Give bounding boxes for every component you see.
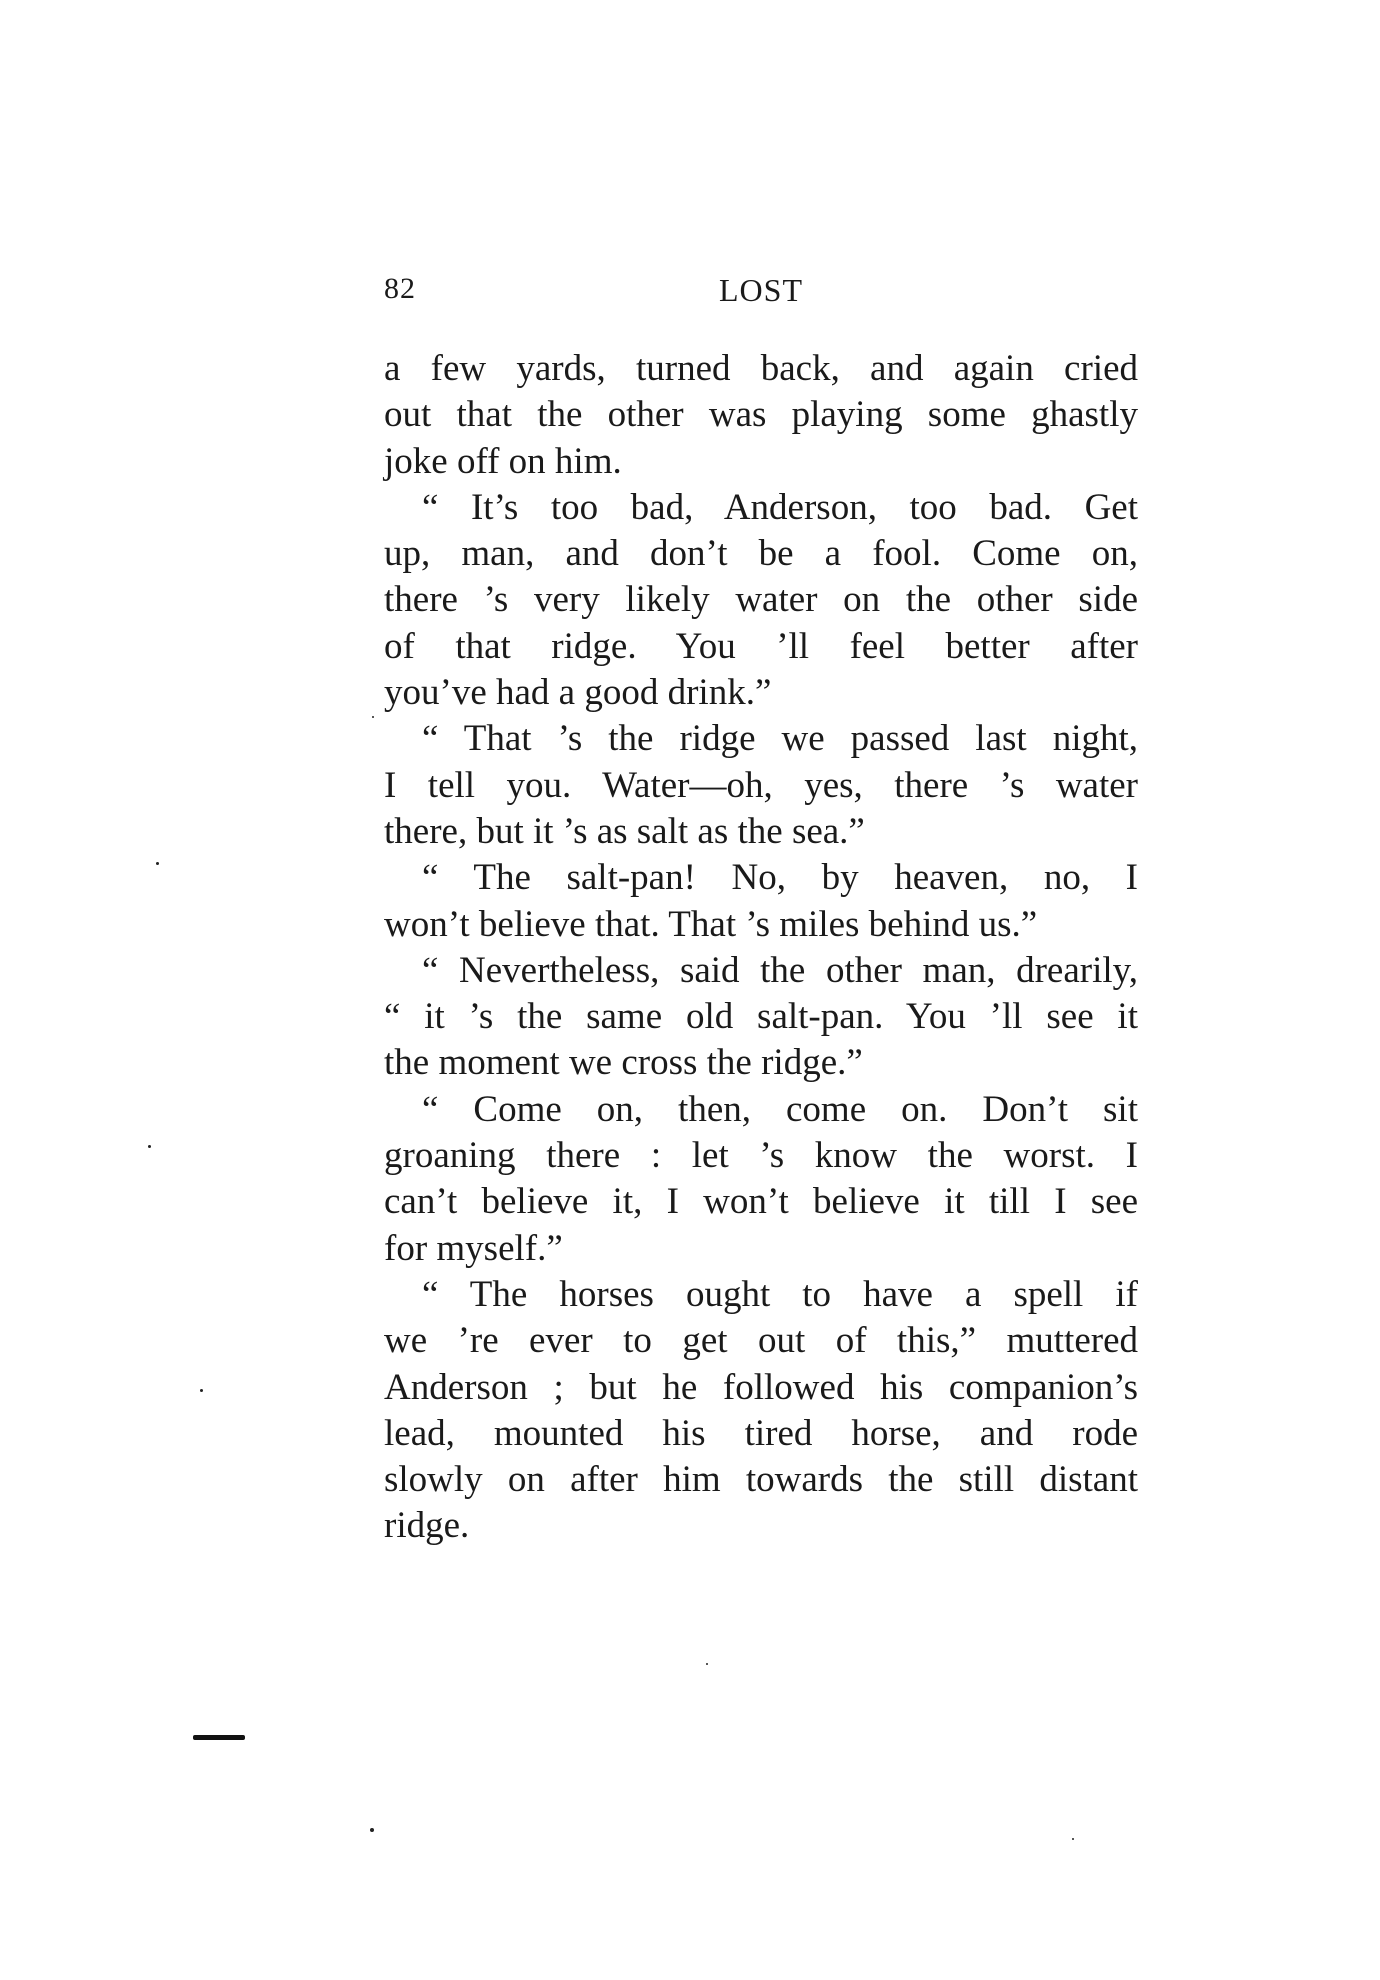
text-line: groaning there : let ’s know the worst. I — [384, 1135, 1138, 1177]
text-line: slowly on after him towards the still distant — [384, 1459, 1138, 1501]
text-line: Anderson ; but he followed his companion’s — [384, 1366, 1138, 1408]
text-line: the moment we cross the ridge.” — [384, 1042, 863, 1084]
scan-speck — [370, 1828, 374, 1832]
text-line: joke off on him. — [384, 440, 622, 482]
text-line: there ’s very likely water on the other side — [384, 579, 1138, 621]
scan-speck — [372, 716, 374, 718]
scan-speck — [1072, 1838, 1074, 1840]
text-line: lead, mounted his tired horse, and rode — [384, 1412, 1138, 1454]
text-line: you’ve had a good drink.” — [384, 672, 772, 714]
text-line: won’t believe that. That ’s miles behind us.” — [384, 903, 1038, 945]
text-line: “ That ’s the ridge we passed last night, — [422, 718, 1138, 760]
scan-speck — [200, 1389, 203, 1392]
text-line: “ It’s too bad, Anderson, too bad. Get — [422, 486, 1138, 528]
scan-speck — [156, 862, 159, 865]
scan-speck — [706, 1663, 708, 1665]
text-line: there, but it ’s as salt as the sea.” — [384, 810, 865, 852]
text-line: “ Nevertheless, said the other man, drearily, — [422, 949, 1138, 991]
running-head — [384, 272, 1138, 312]
text-line: a few yards, turned back, and again cried — [384, 348, 1138, 389]
scan-dash-mark — [193, 1735, 245, 1740]
text-line: “ it ’s the same old salt-pan. You ’ll see it — [384, 996, 1138, 1038]
body-text — [384, 346, 1138, 1550]
text-line: up, man, and don’t be a fool. Come on, — [384, 533, 1138, 575]
page-number: 82 — [384, 272, 416, 305]
text-line: “ The salt-pan! No, by heaven, no, I — [422, 857, 1138, 899]
text-line: out that the other was playing some ghastly — [384, 394, 1138, 436]
text-line: can’t believe it, I won’t believe it till I see — [384, 1181, 1138, 1223]
text-line: of that ridge. You ’ll feel better after — [384, 625, 1138, 667]
text-line: I tell you. Water—oh, yes, there ’s water — [384, 764, 1138, 806]
text-line: for myself.” — [384, 1227, 563, 1269]
text-line: “ The horses ought to have a spell if — [422, 1273, 1138, 1315]
text-line: ridge. — [384, 1505, 470, 1547]
scan-speck — [148, 1145, 151, 1148]
text-line: we ’re ever to get out of this,” muttered — [384, 1320, 1138, 1362]
running-title: LOST — [719, 272, 803, 308]
text-line: “ Come on, then, come on. Don’t sit — [422, 1088, 1138, 1130]
